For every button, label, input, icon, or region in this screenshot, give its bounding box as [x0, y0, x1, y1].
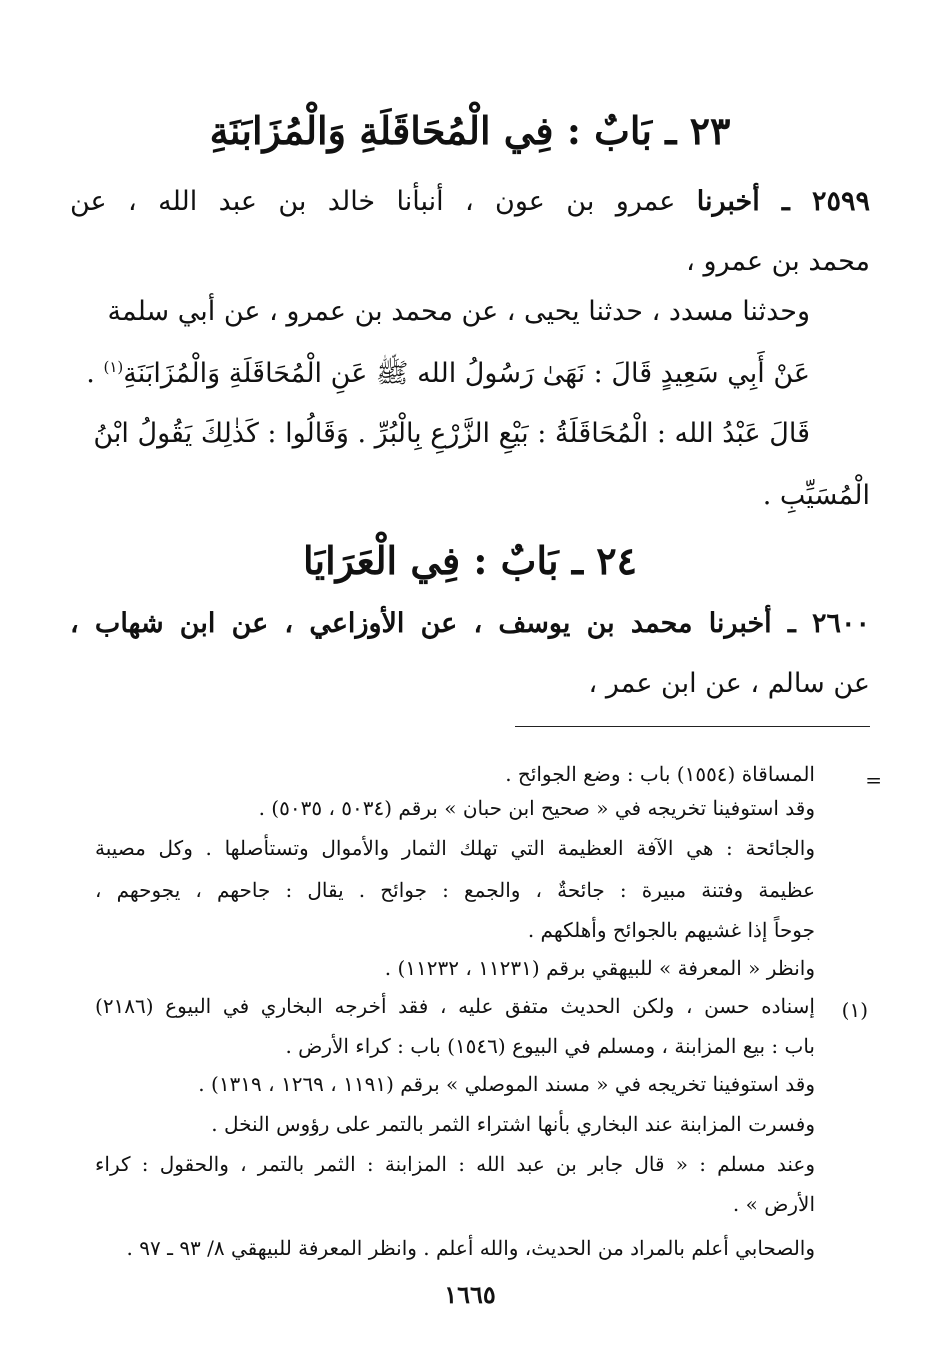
hadith-2600-line-1: ٢٦٠٠ ـ أخبرنا محمد بن يوسف ، عن الأوزاعي ، عن ابن شهاب ، — [70, 608, 870, 639]
footnote-line: وعند مسلم : « قال جابر بن عبد الله : المزابنة : الثمر بالتمر ، والحقول : كراء — [95, 1152, 815, 1176]
hadith-2599-line-1-text: عمرو بن عون ، أنبأنا خالد بن عبد الله ، عن — [70, 186, 676, 217]
footnote-continuation-mark: = — [865, 768, 882, 792]
footnote-line: وفسرت المزابنة عند البخاري بأنها اشتراء الثمر بالتمر على رؤوس النخل . — [211, 1112, 815, 1136]
page-number: ١٦٦٥ — [444, 1280, 496, 1309]
footnote-line: وقد استوفينا تخريجه في « مسند الموصلي » برقم (١١٩١ ، ١٢٦٩ ، ١٣١٩) . — [198, 1072, 815, 1096]
footnote-number-1: (١) — [841, 998, 868, 1022]
footnote-line: باب : بيع المزابنة ، ومسلم في البيوع (١٥٤٦) باب : كراء الأرض . — [285, 1034, 815, 1058]
hadith-2599-line-4-end: . — [86, 358, 104, 389]
footnote-separator — [515, 726, 870, 727]
hadith-2599-line-4 — [70, 356, 810, 396]
footnote-ref-1: (١) — [103, 358, 124, 376]
hadith-2599-line-5: قَالَ عَبْدُ الله : الْمُحَاقَلَةُ : بَيْعِ الزَّرْعِ بِالْبُرِّ . وَقَالُوا : كَذٰلِكَ يَقُولُ ابْنُ — [93, 418, 810, 449]
footnote-line: إسناده حسن ، ولكن الحديث متفق عليه ، فقد أخرجه البخاري في البيوع (٢١٨٦) — [95, 994, 815, 1018]
footnote-line: والصحابي أعلم بالمراد من الحديث، والله أعلم . وانظر المعرفة للبيهقي ٨/ ٩٣ ـ ٩٧ . — [126, 1236, 815, 1260]
hadith-number-2599: ٢٥٩٩ ـ أخبرنا — [696, 186, 870, 217]
hadith-2599-line-1 — [70, 186, 870, 217]
footnote-line: وانظر « المعرفة » للبيهقي برقم (١١٢٣١ ، ١١٢٣٢) . — [384, 956, 815, 980]
hadith-2599-line-2: محمد بن عمرو ، — [686, 246, 870, 277]
footnote-line: عظيمة وفتنة مبيرة : جائحةٌ ، والجمع : جوائح . يقال : جاحهم ، يجوحهم ، — [95, 878, 815, 902]
hadith-2600-line-2: عن سالم ، عن ابن عمر ، — [588, 668, 870, 699]
hadith-2599-line-3: وحدثنا مسدد ، حدثنا يحيى ، عن محمد بن عمرو ، عن أبي سلمة — [107, 296, 810, 327]
footnote-line: الأرض » . — [732, 1192, 815, 1216]
footnote-line: وقد استوفينا تخريجه في « صحيح ابن حبان » برقم (٥٠٣٤ ، ٥٠٣٥) . — [258, 796, 815, 820]
footnote-line: المساقاة (١٥٥٤) باب : وضع الجوائح . — [505, 762, 815, 786]
footnote-line: جوحاً إذا غشيهم بالجوائح وأهلكهم . — [527, 918, 815, 942]
hadith-2599-line-6: الْمُسَيِّبِ . — [762, 480, 870, 511]
chapter-heading-24: ٢٤ ـ بَابٌ : فِي الْعَرَايَا — [302, 538, 638, 583]
footnote-line: والجائحة : هي الآفة العظيمة التي تهلك الثمار والأموال وتستأصلها . وكل مصيبة — [95, 836, 815, 860]
hadith-2599-line-4-text: عَنْ أَبِي سَعِيدٍ قَالَ : نَهَىٰ رَسُولُ الله ﷺ عَنِ الْمُحَاقَلَةِ وَالْمُزَابَنَةِ — [123, 358, 810, 389]
chapter-heading-23: ٢٣ ـ بَابٌ : فِي الْمُحَاقَلَةِ وَالْمُزَابَنَةِ — [209, 108, 731, 153]
